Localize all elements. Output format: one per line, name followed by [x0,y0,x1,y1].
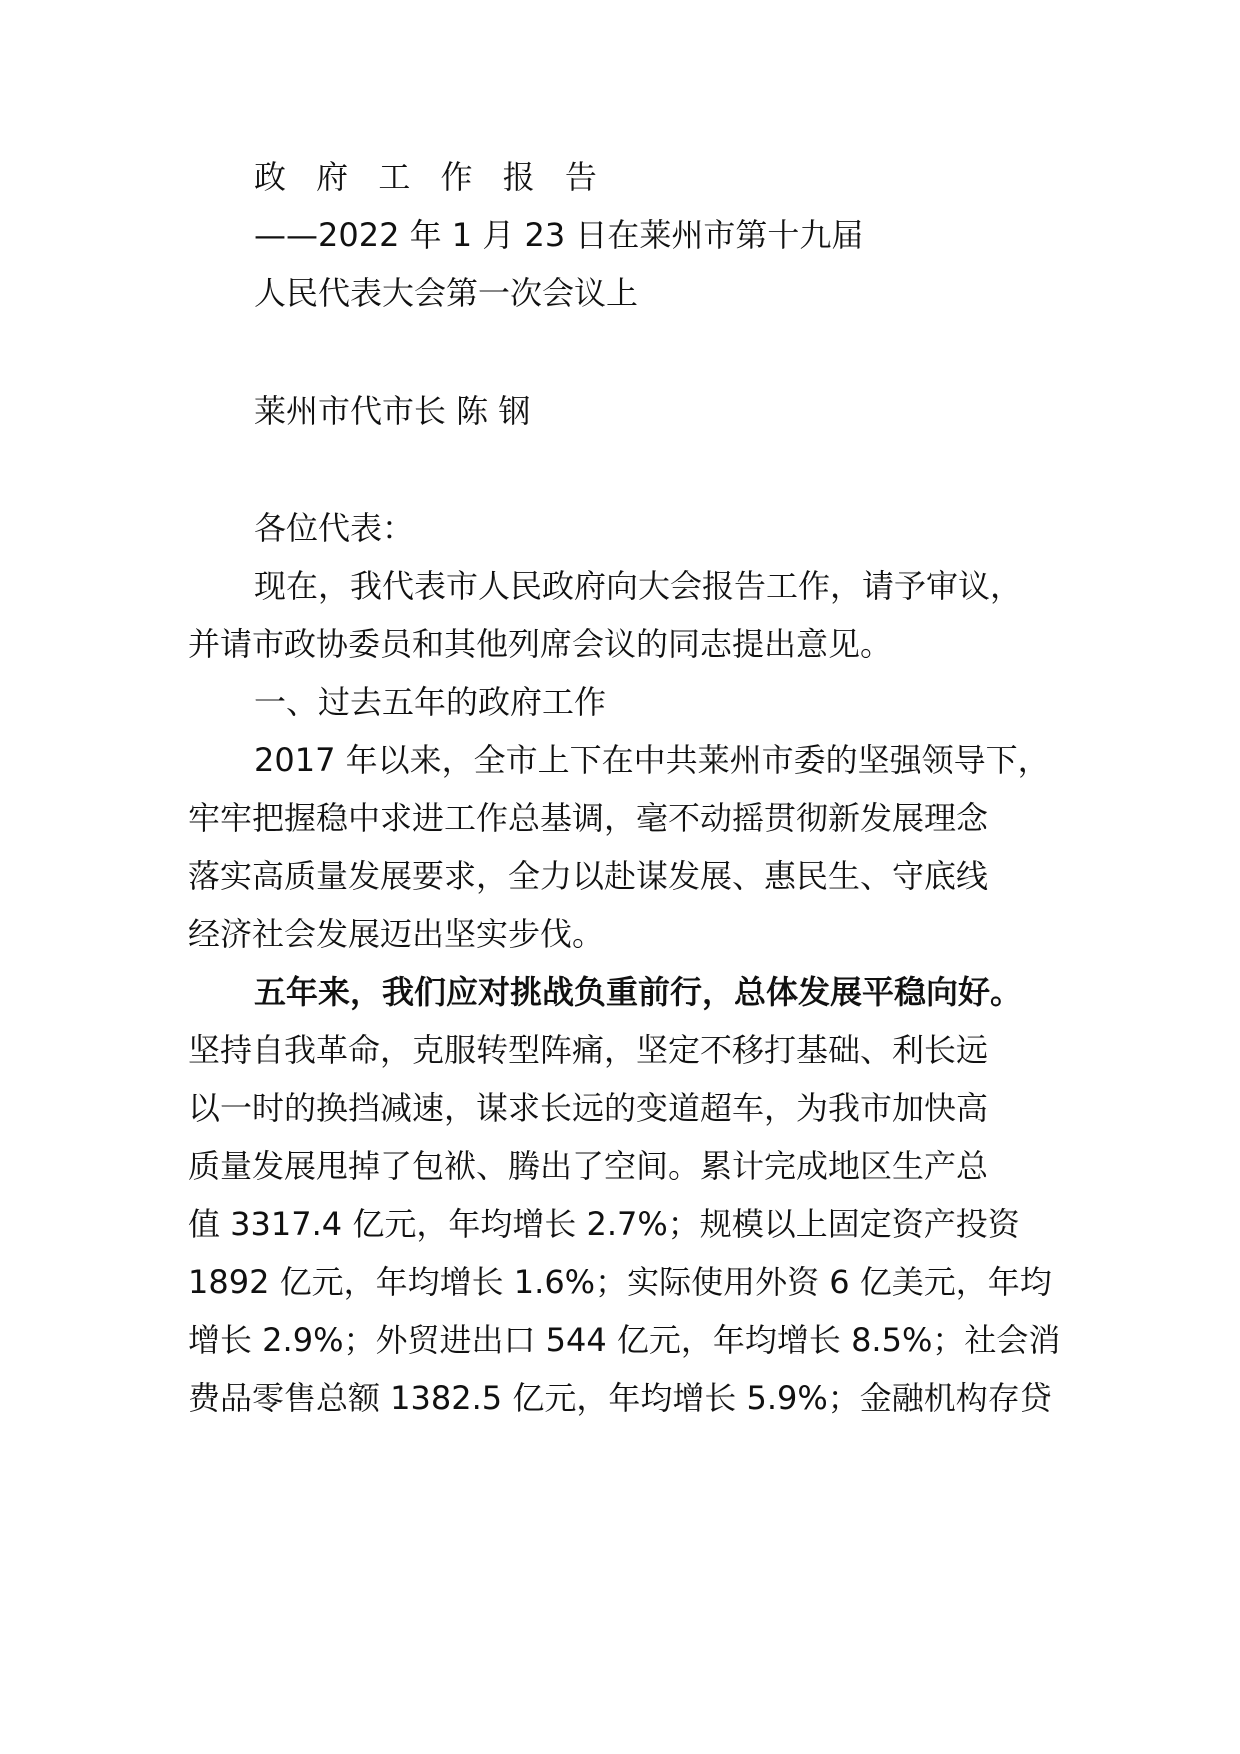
intro-line: 并请市政协委员和其他列席会议的同志提出意见。 [188,625,893,663]
document-author: 莱州市代市长 陈 钢 [254,392,531,430]
document-subtitle-line-2: 人民代表大会第一次会议上 [254,274,639,312]
paragraph-line: 牢牢把握稳中求进工作总基调，毫不动摇贯彻新发展理念 [188,799,989,837]
salutation: 各位代表： [254,509,415,547]
bold-lead-sentence: 五年来，我们应对挑战负重前行，总体发展平稳向好。 [254,973,1023,1011]
paragraph-line: 2017 年以来，全市上下在中共莱州市委的坚强领导下， [254,741,1050,779]
intro-line: 现在，我代表市人民政府向大会报告工作，请予审议， [254,567,1023,605]
paragraph-line: 1892 亿元，年均增长 1.6%；实际使用外资 6 亿美元，年均 [188,1263,1052,1301]
document-subtitle-line-1: ——2022 年 1 月 23 日在莱州市第十九届 [254,216,864,254]
document-title: 政 府 工 作 报 告 [254,158,607,196]
paragraph-line: 坚持自我革命，克服转型阵痛，坚定不移打基础、利长远 [188,1031,989,1069]
paragraph-line: 费品零售总额 1382.5 亿元，年均增长 5.9%；金融机构存贷 [188,1379,1052,1417]
section-heading: 一、过去五年的政府工作 [254,683,607,721]
paragraph-line: 以一时的换挡减速，谋求长远的变道超车，为我市加快高 [188,1089,989,1127]
paragraph-line: 落实高质量发展要求，全力以赴谋发展、惠民生、守底线 [188,857,989,895]
paragraph-line: 增长 2.9%；外贸进出口 544 亿元，年均增长 8.5%；社会消 [188,1321,1061,1359]
paragraph-line: 值 3317.4 亿元，年均增长 2.7%；规模以上固定资产投资 [188,1205,1020,1243]
paragraph-line: 经济社会发展迈出坚实步伐。 [188,915,605,953]
paragraph-line: 质量发展甩掉了包袱、腾出了空间。累计完成地区生产总 [188,1147,989,1185]
